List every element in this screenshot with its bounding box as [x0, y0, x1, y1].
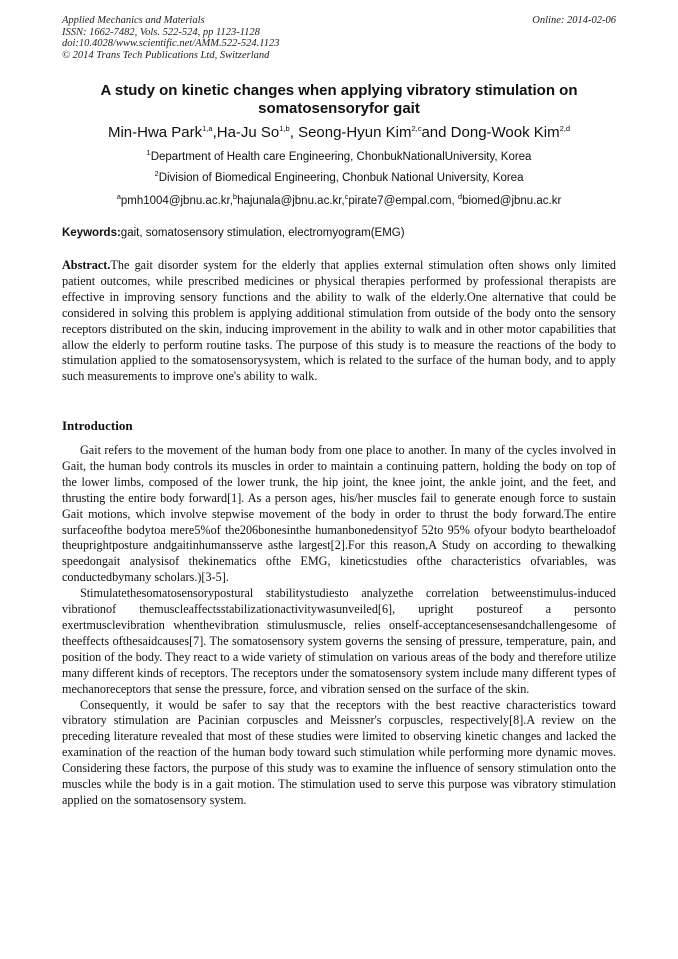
issn-line: ISSN: 1662-7482, Vols. 522-524, pp 1123-1128 [62, 26, 260, 38]
intro-paragraph-3: Consequently, it would be safer to say that the receptors with the best reactive characteristics toward vibratory stimulation are Pacinian corpuscles and Meissner's corpuscles, respectively[8].A review on the preceding literature revealed that most of these studies were limited to observing kinetic changes and lacked the examination of the reaction of the human body toward such stimulation while performing more dynamic moves. Considering these factors, the purpose of this study was to examine the influence of sensory stimulation onto the muscles while the body is in a gait motion. The stimulation used to serve this purpose was vibratory stimulation applied on the somatosensory system. [62, 697, 616, 807]
keywords-label: Keywords: [62, 227, 121, 239]
email-address: pmh1004@jbnu.ac.kr, [120, 195, 233, 207]
affiliation-mark: 1 [146, 148, 151, 158]
intro-paragraph-2: Stimulatethesomatosensorypostural stabilitystudiesto analyzethe correlation betweenstimulus-induced vibrationof themuscleaffectsstabilizationactivitywasunveiled[6], upright postureof a personto exertmusclevibration whenthevibration stimulusmuscle, relies onself-acceptancesensesandchallengesome of theeffects ofthesaidcauses[7]. The somatosensory system governs the sensing of pressure, temperature, pain, and position of the body. They react to a wide variety of stimulation on various areas of the body and therefore utilize many different kinds of receptors. The receptors under the somatosensory system include many different types of mechanoreceptors that sense the pressure, force, and vibration sensed on the surface of the skin. [62, 586, 616, 696]
email-address: biomed@jbnu.ac.kr [462, 195, 562, 207]
email-address: pirate7@empal.com, [348, 195, 458, 207]
author-name: Seong-Hyun Kim [298, 124, 412, 141]
introduction-body [62, 443, 616, 809]
email-mark: d [457, 192, 463, 202]
journal-header [62, 15, 616, 61]
journal-name: Applied Mechanics and Materials [62, 15, 205, 26]
affiliation-1 [62, 150, 616, 164]
author-name: Dong-Wook Kim [450, 124, 560, 141]
affiliation-text: Department of Health care Engineering, ChonbukNationalUniversity, Korea [150, 151, 532, 163]
affiliation-2 [62, 171, 616, 185]
abstract-text: The gait disorder system for the elderly that applies external stimulation often shows only limited patient outcomes, while prescribed medicines or physical therapies performed by professional therapists are effective in improving sensory functions and the ability to walk of the elderly.One alternative that could be considered in solving this problem is applying additional stimulation from outside of the body onto the sensory receptors distributed on the skin, inducing improvement in the ability to walk and in other motor capabilities that allow the elderly to perform routine tasks. The purpose of this study is to measure the reactions of the body to stimulation applied to the somatosensorysystem, which is related to the surface of the human body, and to apply such measurements to improve one's ability to walk. [62, 258, 616, 384]
abstract [62, 258, 616, 385]
author-affiliation-mark: 1,b [279, 124, 290, 133]
paper-title [62, 82, 616, 118]
title-line-1: A study on kinetic changes when applying vibratory stimulation on [100, 82, 578, 99]
title-line-2: somatosensoryfor gait [258, 100, 420, 117]
author-affiliation-mark: 2,d [559, 124, 571, 133]
author-name: Ha-Ju So [216, 124, 280, 141]
doi-line: doi:10.4028/www.scientific.net/AMM.522-524.1123 [62, 38, 280, 49]
affiliation-text: Division of Biomedical Engineering, Chonbuk National University, Korea [158, 172, 524, 184]
keywords [62, 226, 616, 240]
intro-paragraph-1: Gait refers to the movement of the human body from one place to another. In many of the cycles involved in Gait, the human body controls its muscles in order to maintain a continuing pattern, holding the body on top of the lower limbs, composed of the lower trunk, the hip joint, the knee joint, the ankle joint, and the feet, and thrusting the entire body forward[1]. As a person ages, his/her muscles fail to generate enough force to sustain Gait motions, which involve stepwise movement of the body in order to thrust the body forward.The entire surfaceofthe bodytoa mere5%of the206bonesinthe humanbonedensityof 52to 95% ofyour bodyto beartheloadof theuprightposture andgaitinhumansserve asthe largest[2].For this reason,A Study on according to thewalking speedongait analysisof thekinematics ofthe EMG, kineticstudies ofthe characteristics ofvariables, was conductedbymany scholars.)[3-5]. [62, 443, 616, 585]
abstract-label: Abstract. [62, 258, 111, 272]
abstract-paragraph [62, 258, 616, 385]
author-separator: , [289, 124, 299, 141]
email-address: hajunala@jbnu.ac.kr, [237, 195, 345, 207]
author-name: Min-Hwa Park [107, 124, 203, 141]
email-mark: b [232, 192, 238, 202]
keywords-text: gait, somatosensory stimulation, electromyogram(EMG) [120, 227, 405, 239]
introduction-heading: Introduction [62, 418, 133, 433]
affiliation-mark: 2 [154, 169, 159, 179]
author-affiliation-mark: 2,c [411, 124, 422, 133]
author-list [62, 124, 616, 142]
email-mark: a [116, 192, 121, 202]
email-line [62, 194, 616, 208]
author-separator: and [421, 124, 451, 141]
author-separator: , [212, 124, 217, 141]
author-affiliation-mark: 1,a [202, 124, 213, 133]
email-mark: c [344, 192, 349, 202]
online-date: Online: 2014-02-06 [532, 15, 616, 26]
copyright-line: © 2014 Trans Tech Publications Ltd, Switzerland [62, 49, 270, 61]
